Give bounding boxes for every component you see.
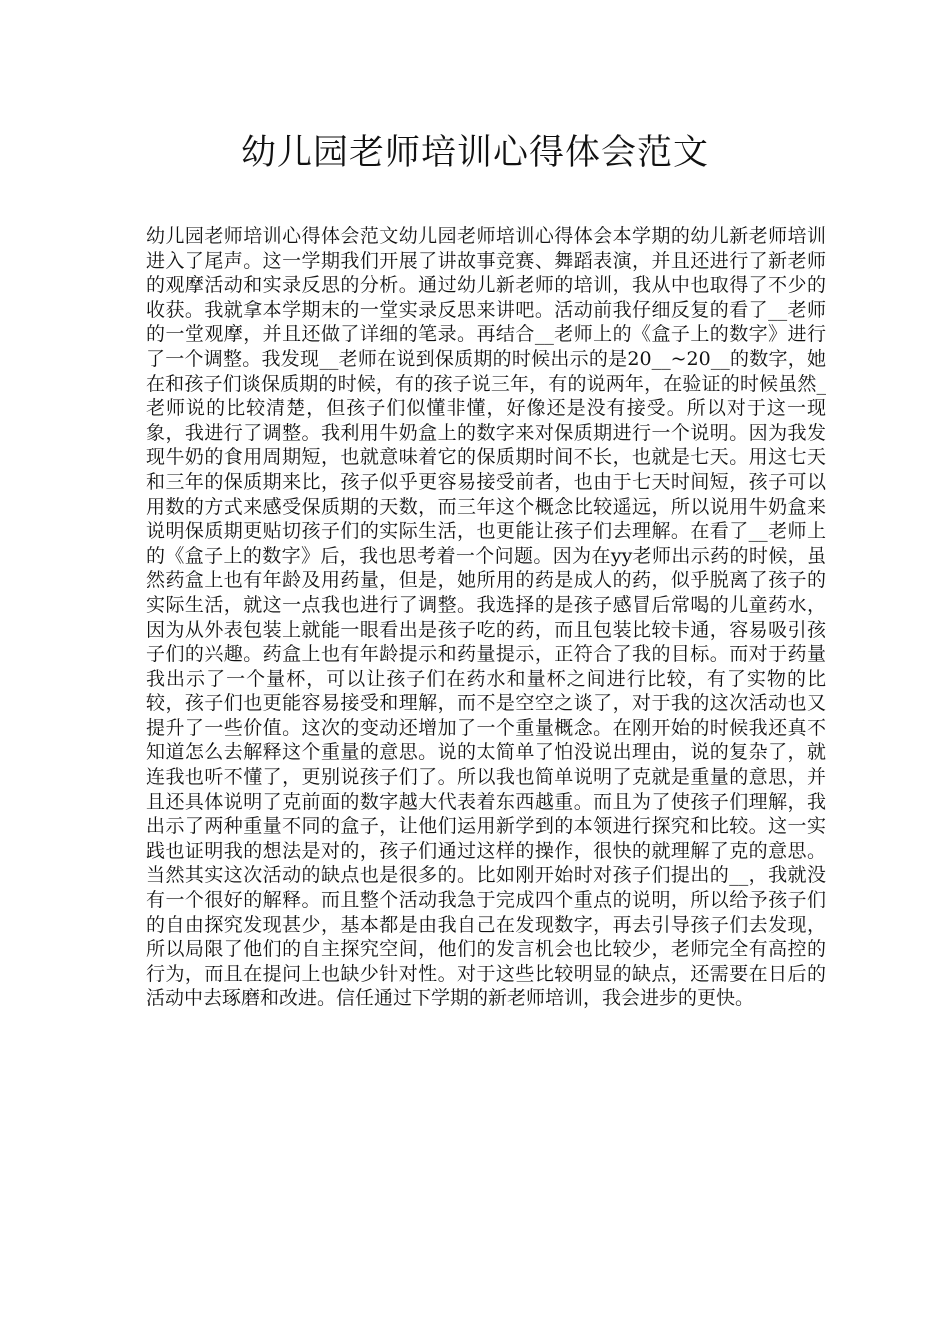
document-body-paragraph: 幼儿园老师培训心得体会范文幼儿园老师培训心得体会本学期的幼儿新老师培训进入了尾声。这一学期我们开展了讲故事竞赛、舞蹈表演，并且还进行了新老师的观摩活动和实录反思的分析。通过幼儿新老师的培训，我从中也取得了不少的收获。我就拿本学期末的一堂实录反思来讲吧。活动前我仔细反复的看了__老师的一堂观摩，并且还做了详细的笔录。再结合__老师上的《盒子上的数字》进行了一个调整。我发现__老师在说到保质期的时候出示的是20__~20__的数字，她在和孩子们谈保质期的时候，有的孩子说三年，有的说两年，在验证的时候虽然_老师说的比较清楚，但孩子们似懂非懂，好像还是没有接受。所以对于这一现象，我进行了调整。我利用牛奶盒上的数字来对保质期进行一个说明。因为我发现牛奶的食用周期短，也就意味着它的保质期时间不长，也就是七天。用这七天和三年的保质期来比，孩子似乎更容易接受前者，也由于七天时间短，孩子可以用数的方式来感受保质期的天数，而三年这个概念比较遥远，所以说用牛奶盒来说明保质期更贴切孩子们的实际生活，也更能让孩子们去理解。在看了__老师上的《盒子上的数字》后，我也思考着一个问题。因为在yy老师出示药的时候，虽然药盒上也有年龄及用药量，但是，她所用的药是成人的药，似乎脱离了孩子的实际生活，就这一点我也进行了调整。我选择的是孩子感冒后常喝的儿童药水，因为从外表包装上就能一眼看出是孩子吃的药，而且包装比较卡通，容易吸引孩子们的兴趣。药盒上也有年龄提示和药量提示，正符合了我的目标。而对于药量我出示了一个量杯，可以让孩子们在药水和量杯之间进行比较，有了实物的比较，孩子们也更能容易接受和理解，而不是空空之谈了，对于我的这次活动也又提升了一些价值。这次的变动还增加了一个重量概念。在刚开始的时候我还真不知道怎么去解释这个重量的意思。说的太简单了怕没说出理由，说的复杂了，就连我也听不懂了，更别说孩子们了。所以我也简单说明了克就是重量的意思，并且还具体说明了克前面的数字越大代表着东西越重。而且为了使孩子们理解，我出示了两种重量不同的盒子，让他们运用新学到的本领进行探究和比较。这一实践也证明我的想法是对的，孩子们通过这样的操作，很快的就理解了克的意思。当然其实这次活动的缺点也是很多的。比如刚开始时对孩子们提出的__，我就没有一个很好的解释。而且整个活动我急于完成四个重点的说明，所以给予孩子们的自由探究发现甚少，基本都是由我自己在发现数字，再去引导孩子们去发现，所以局限了他们的自主探究空间，他们的发言机会也比较少，老师完全有高控的行为，而且在提问上也缺少针对性。对于这些比较明显的缺点，还需要在日后的活动中去琢磨和改进。信任通过下学期的新老师培训，我会进步的更快。	[146, 225, 826, 1010]
document-title: 幼儿园老师培训心得体会范文	[240, 133, 709, 173]
